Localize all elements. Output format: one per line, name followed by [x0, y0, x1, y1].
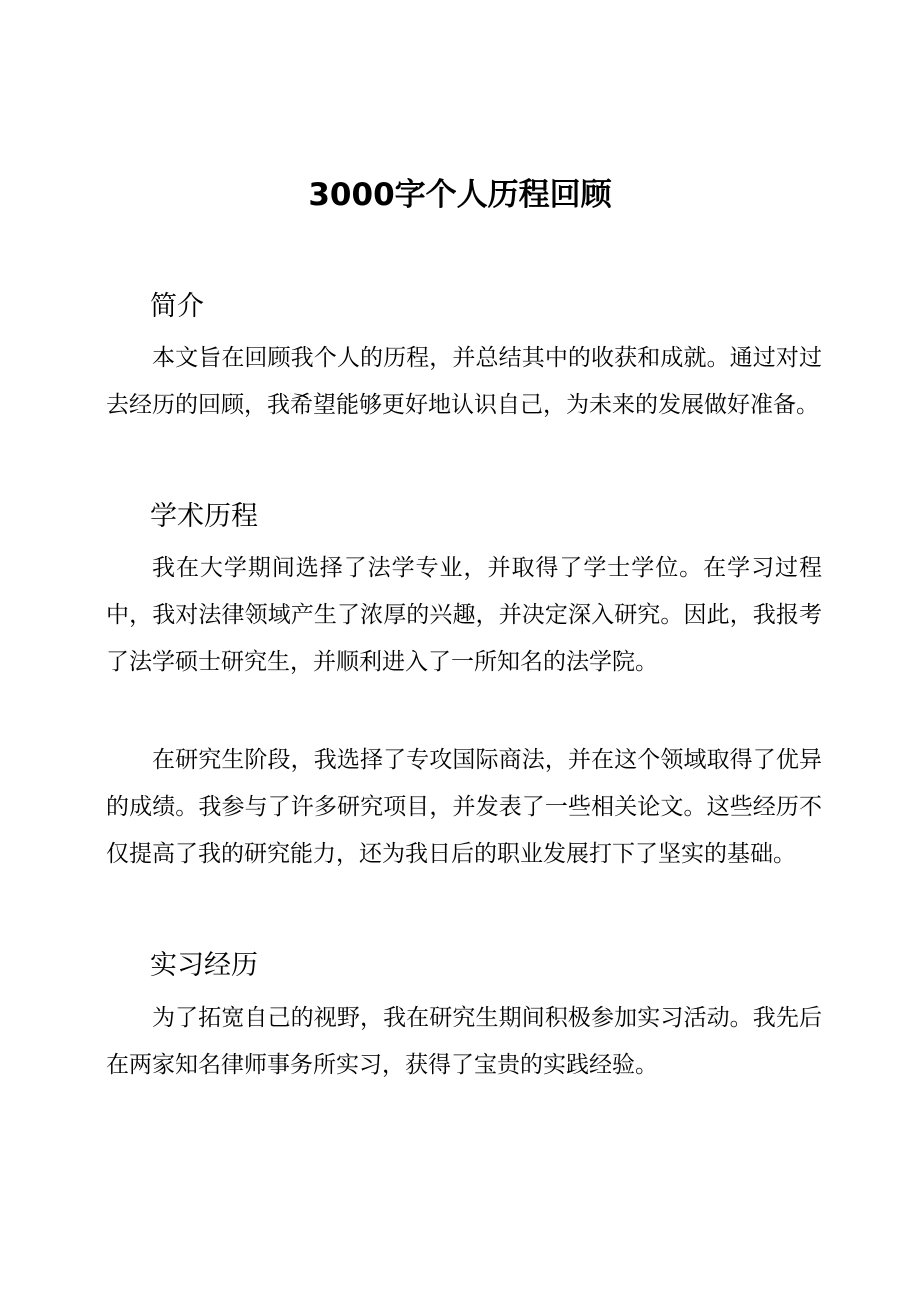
academic-paragraph-1: 我在大学期间选择了法学专业，并取得了学士学位。在学习过程中，我对法律领域产生了浓厚的兴趣，并决定深入研究。因此，我报考了法学硕士研究生，并顺利进入了一所知名的法学院。: [106, 555, 822, 675]
section-heading-internship: 实习经历: [150, 950, 258, 981]
intro-paragraph: 本文旨在回顾我个人的历程，并总结其中的收获和成就。通过对过去经历的回顾，我希望能够更好地认识自己，为未来的发展做好准备。: [106, 345, 822, 418]
academic-paragraph-2: 在研究生阶段，我选择了专攻国际商法，并在这个领域取得了优异的成绩。我参与了许多研究项目，并发表了一些相关论文。这些经历不仅提高了我的研究能力，还为我日后的职业发展打下了坚实的基础。: [106, 747, 822, 867]
section-heading-academic: 学术历程: [150, 501, 258, 532]
internship-paragraph: 为了拓宽自己的视野，我在研究生期间积极参加实习活动。我先后在两家知名律师事务所实习，获得了宝贵的实践经验。: [106, 1005, 822, 1078]
section-heading-intro: 简介: [150, 291, 204, 322]
document-title: 3000字个人历程回顾: [308, 177, 612, 213]
